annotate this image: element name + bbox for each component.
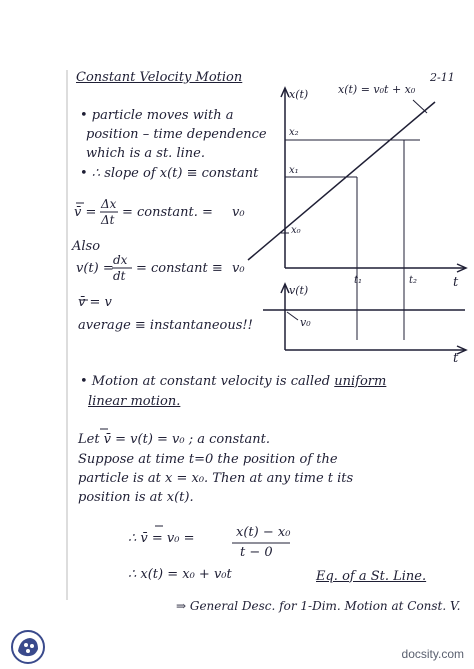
eq-vbar-rhs: = constant. = — [122, 205, 213, 220]
graph1-t-axis-label: t — [453, 275, 459, 290]
v0-pointer — [287, 312, 298, 320]
eq-vt-lhs: v(t) = — [76, 261, 114, 276]
docsity-brand-link[interactable]: docsity.com — [401, 647, 464, 661]
eq-vt-num: dx — [113, 253, 128, 267]
deriv2-eq: ∴ x(t) = x₀ + v₀t — [128, 567, 232, 582]
graph1-axes — [281, 88, 466, 272]
graph2-t-axis-label: t — [453, 351, 459, 366]
eq-vt-v0: v₀ — [232, 261, 245, 276]
page-title: Constant Velocity Motion — [76, 70, 243, 85]
let-line-4: position is at x(t). — [78, 490, 194, 505]
equation-pointer — [413, 100, 427, 113]
deriv1-num: x(t) − x₀ — [236, 525, 291, 540]
graph1-t1-label: t₁ — [354, 275, 363, 286]
uniform-line-1-text: • Motion at constant velocity is called — [80, 374, 331, 389]
graph1-t2-label: t₂ — [409, 275, 418, 286]
eq-vbar-v0: v₀ — [232, 205, 245, 220]
let-line-2: Suppose at time t=0 the position of the — [78, 452, 338, 467]
eq-vbar-num: Δx — [101, 197, 117, 211]
graph1-x1-label: x₁ — [289, 165, 299, 176]
let-line-3: particle is at x = x₀. Then at any time t its — [78, 471, 354, 486]
uniform-line-2: linear motion. — [88, 394, 181, 409]
conclusion-line: ⇒ General Desc. for 1-Dim. Motion at Const. V. — [176, 599, 461, 613]
eq-vbar-lhs: v̄ = — [74, 205, 97, 220]
graph1-y-label: x(t) — [289, 88, 309, 101]
bullet-line-3: which is a st. line. — [86, 146, 205, 161]
let-line-1: Let v̄ = v(t) = v₀ ; a constant. — [78, 432, 270, 447]
uniform-line-1 — [80, 375, 386, 388]
eq-vt-den: dt — [113, 269, 126, 283]
deriv1-den: t − 0 — [240, 545, 273, 560]
eq-vt-rhs: = constant ≡ — [136, 261, 223, 276]
graph1-line-equation: x(t) = v₀t + x₀ — [338, 83, 416, 96]
page-number: 2-11 — [430, 71, 455, 84]
bullet-line-1: • particle moves with a — [80, 108, 234, 123]
eq-vbar-den: Δt — [101, 213, 115, 227]
position-line — [248, 102, 435, 260]
deriv2-note: Eq. of a St. Line. — [316, 569, 427, 584]
graph2-y-label: v(t) — [289, 284, 309, 297]
eq-vbar-equals-v: v̄ = v — [78, 295, 112, 310]
graph2-v0-label: v₀ — [300, 316, 311, 329]
bullet-line-4: • ∴ slope of x(t) ≡ constant — [80, 166, 259, 181]
uniform-word: uniform — [334, 374, 387, 389]
graph1-x0-label: x₀ — [291, 225, 301, 236]
deriv1-lhs: ∴ v̄ = v₀ = — [128, 531, 195, 546]
also-label: Also — [72, 239, 101, 254]
bullet-line-2: position – time dependence — [86, 127, 267, 142]
docsity-logo-icon[interactable] — [8, 625, 48, 665]
average-instantaneous: average ≡ instantaneous!! — [78, 318, 253, 333]
graph1-x2-label: x₂ — [289, 127, 299, 138]
